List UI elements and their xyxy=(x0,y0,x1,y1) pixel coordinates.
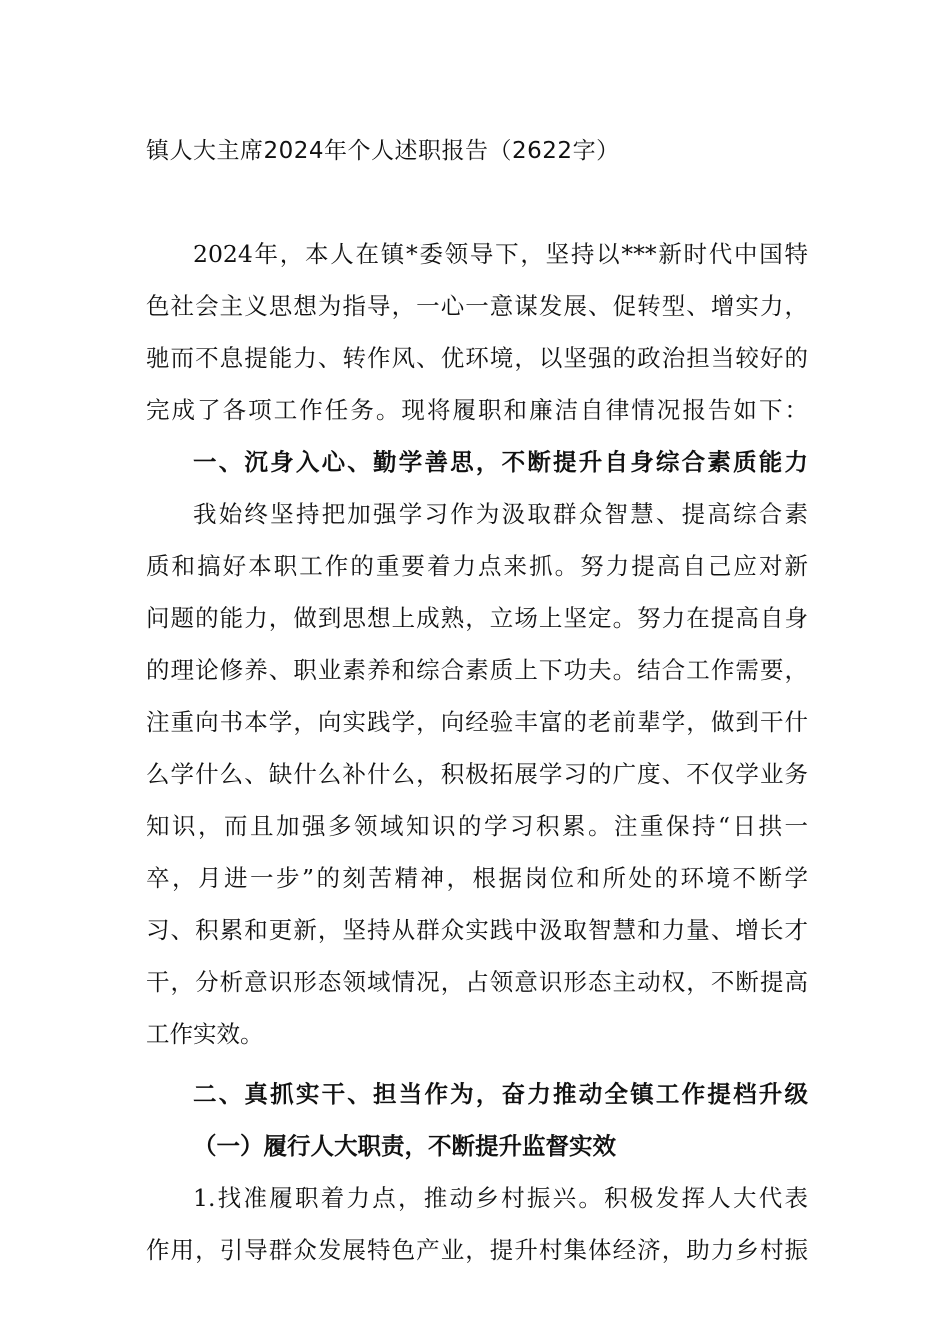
document-title: 镇人大主席2024年个人述职报告（2622字） xyxy=(146,138,620,164)
text-line: 么学什么、缺什么补什么，积极拓展学习的广度、不仅学业务 xyxy=(146,760,808,788)
text-line: 我始终坚持把加强学习作为汲取群众智慧、提高综合素 xyxy=(193,500,808,528)
text-line: 2024年，本人在镇*委领导下，坚持以***新时代中国特 xyxy=(193,240,808,268)
text-line: 质和搞好本职工作的重要着力点来抓。努力提高自己应对新 xyxy=(146,552,808,580)
text-line: 完成了各项工作任务。现将履职和廉洁自律情况报告如下： xyxy=(146,396,808,424)
subsection-heading-1: （一）履行人大职责，不断提升监督实效 xyxy=(193,1132,616,1160)
text-line: 1.找准履职着力点，推动乡村振兴。积极发挥人大代表 xyxy=(193,1184,808,1212)
text-line: 色社会主义思想为指导，一心一意谋发展、促转型、增实力， xyxy=(146,292,808,320)
section-spacer xyxy=(146,1060,808,1068)
text-line: 作用，引导群众发展特色产业，提升村集体经济，助力乡村振 xyxy=(146,1236,808,1264)
intro-paragraph xyxy=(146,228,808,436)
section-heading-1: 一、沉身入心、勤学善思，不断提升自身综合素质能力 xyxy=(193,448,808,476)
text-line: 的理论修养、职业素养和综合素质上下功夫。结合工作需要， xyxy=(146,656,808,684)
document-body xyxy=(146,228,808,1276)
section-1-paragraph xyxy=(146,488,808,1060)
text-line: 干，分析意识形态领域情况，占领意识形态主动权，不断提高 xyxy=(146,968,808,996)
text-line: 习、积累和更新，坚持从群众实践中汲取智慧和力量、增长才 xyxy=(146,916,808,944)
text-line: 注重向书本学，向实践学，向经验丰富的老前辈学，做到干什 xyxy=(146,708,808,736)
text-line: 知识，而且加强多领域知识的学习积累。注重保持“日拱一 xyxy=(146,812,808,840)
section-2-paragraph xyxy=(146,1172,808,1276)
text-line: 卒，月进一步”的刻苦精神，根据岗位和所处的环境不断学 xyxy=(146,864,808,892)
text-line: 问题的能力，做到思想上成熟，立场上坚定。努力在提高自身 xyxy=(146,604,808,632)
section-heading-2: 二、真抓实干、担当作为，奋力推动全镇工作提档升级 xyxy=(193,1080,808,1108)
text-line: 驰而不息提能力、转作风、优环境，以坚强的政治担当较好的 xyxy=(146,344,808,372)
text-line: 工作实效。 xyxy=(146,1020,264,1048)
